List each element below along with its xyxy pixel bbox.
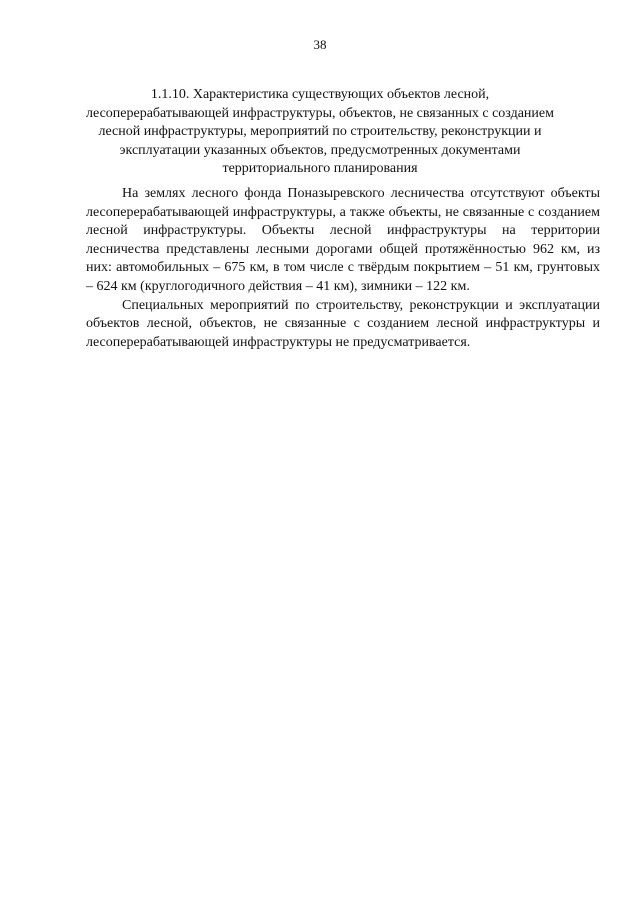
section-heading: 1.1.10. Характеристика существующих объектов лесной, лесоперерабатывающей инфраструктуры, объектов, не связанных с созданием лесной инфраструктуры, мероприятий по строительству, реконструкции и эксплуатации указанных объектов, предусмотренных документами территориального планирования bbox=[86, 87, 554, 177]
page-number: 38 bbox=[313, 37, 327, 52]
paragraph-special-measures: Специальных мероприятий по строительству, реконструкции и эксплуатации объектов лесной, объектов, не связанные с созданием лесной инфраструктуры и лесоперерабатывающей инфраструктуры не предусматривается. bbox=[86, 297, 600, 350]
paragraph-forest-infrastructure: На землях лесного фонда Поназыревского лесничества отсутствуют объекты лесоперерабатывающей инфраструктуры, а также объекты, не связанные с созданием лесной инфраструктуры. Объекты лесной инфраструктуры на территории лесничества представлены лесными дорогами общей протяжённостью 962 км, из них: автомобильных – 675 км, в том числе с твёрдым покрытием – 51 км, грунтовых – 624 км (круглогодичного действия – 41 км), зимники – 122 км. bbox=[86, 186, 600, 294]
section-body bbox=[86, 185, 600, 352]
